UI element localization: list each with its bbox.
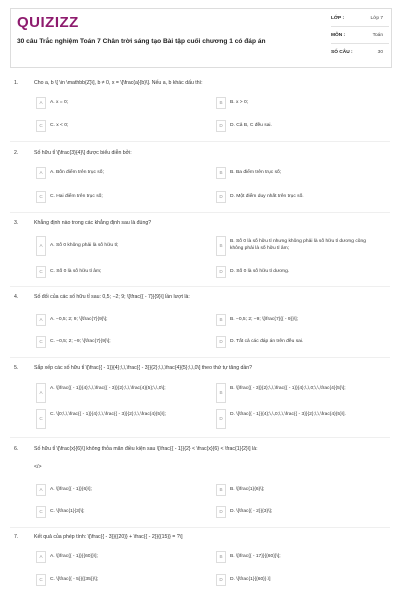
option-letter-box: B	[216, 236, 226, 256]
worksheet-header	[10, 8, 392, 68]
question-text: Cho a, b \[ \in \mathbb{Z}\], b ≠ 0, x = \[\frac{a}{b}\]. Nếu a, b khác dấu thì:	[34, 80, 203, 86]
option-letter-box: D	[216, 506, 226, 518]
divider	[10, 286, 390, 287]
option-letter-box: A	[36, 484, 46, 496]
option-letter-box: C	[36, 266, 46, 278]
option-text: A. \[\frac{{ - 1}}{4};\,\,\frac{{ - 3}}{2};\,\,\frac{4}{5};\,\,0\];	[50, 386, 166, 391]
option-text: A. \[\frac{{ - 1}}{6}\];	[50, 487, 92, 492]
question-text: Số hữu tỉ \[\frac{3}{4}\] được biểu diễn bởi:	[34, 150, 132, 156]
option-text: B. \[\frac{{ - 3}}{2};\,\,\frac{{ - 1}}{4};\,\,0;\,\,\frac{4}{5}\];	[230, 386, 346, 391]
question-number: 3.	[14, 220, 19, 226]
option-text: A. Bốn điểm trên trục số;	[50, 170, 104, 175]
question-text: Khẳng định nào trong các khẳng định sau là đúng?	[34, 220, 152, 226]
option-letter-box: D	[216, 191, 226, 203]
option-letter-box: A	[36, 314, 46, 326]
option-letter-box: D	[216, 409, 226, 429]
option-letter-box: A	[36, 97, 46, 109]
option-letter-box: B	[216, 314, 226, 326]
document-title: 30 câu Trắc nghiệm Toán 7 Chân trời sáng tạo Bài tập cuối chương 1 có đáp án	[17, 38, 266, 45]
option-text: D. \[\frac{{ - 2}}{3}\];	[230, 509, 273, 514]
question-number: 7.	[14, 534, 19, 540]
option-letter-box: D	[216, 120, 226, 132]
option-letter-box: D	[216, 266, 226, 278]
option-text: C. \[0;\,\,\frac{{ - 1}}{4};\,\,\frac{{ - 3}}{2};\,\,\frac{4}{5}\];	[50, 412, 166, 417]
divider	[10, 437, 390, 438]
meta-panel	[327, 9, 391, 67]
option-text: D. Một điểm duy nhất trên trục số.	[230, 194, 304, 199]
divider	[10, 212, 390, 213]
question-text: Số đối của các số hữu tỉ sau: 0,5; −2; 9; \[\frac{{ - 7}}{9}\] lần lượt là:	[34, 294, 190, 300]
option-letter-box: D	[216, 336, 226, 348]
quizizz-logo: QUIZIZZ	[17, 14, 79, 31]
option-text: C. \[\frac{{ - 5}}{{35}}\];	[50, 577, 99, 582]
stray-tag-text: </>	[34, 464, 42, 470]
meta-key: MÔN :	[331, 33, 346, 38]
meta-row-count	[331, 46, 389, 61]
question-number: 2.	[14, 150, 19, 156]
divider	[10, 527, 390, 528]
option-text: A. −0,5; 2; 9; \[\frac{7}{9}\];	[50, 317, 108, 322]
option-text: A. Số 0 không phải là số hữu tỉ;	[50, 243, 119, 248]
option-letter-box: D	[216, 574, 226, 586]
option-letter-box: A	[36, 167, 46, 179]
question-number: 5.	[14, 365, 19, 371]
option-letter-box: A	[36, 236, 46, 256]
option-text: A. \[\frac{{ - 1}}{{60}}\];	[50, 554, 98, 559]
option-letter-box: C	[36, 506, 46, 518]
option-letter-box: C	[36, 120, 46, 132]
option-text: B. x > 0;	[230, 100, 249, 105]
question-number: 4.	[14, 294, 19, 300]
meta-value: Lớp 7	[370, 16, 383, 21]
option-text: B. Ba điểm trên trục số;	[230, 170, 282, 175]
meta-row-grade	[331, 12, 389, 27]
option-text: D. Tất cả các đáp án trên đều sai.	[230, 339, 304, 344]
option-text: C. x < 0;	[50, 123, 69, 128]
option-text: C. Số 0 là số hữu tỉ âm;	[50, 269, 102, 274]
option-letter-box: C	[36, 409, 46, 429]
meta-key: LỚP :	[331, 16, 345, 21]
option-letter-box: A	[36, 383, 46, 403]
option-text: A. x = 0;	[50, 100, 69, 105]
option-text: B. \[\frac{1}{6}\];	[230, 487, 265, 492]
option-letter-box: B	[216, 167, 226, 179]
option-letter-box: B	[216, 383, 226, 403]
meta-key: SỐ CÂU :	[331, 50, 353, 55]
option-text: D. \[\frac{1}{{60}}.\]	[230, 577, 271, 582]
option-letter-box: A	[36, 551, 46, 563]
question-text: Số hữu tỉ \[\frac{x}{6}\] không thỏa mãn điều kiện sau \[\frac{{ - 1}}{2} < \frac{x}{6} < \frac{1}{2}\] là:	[34, 446, 258, 452]
option-text: C. −0,5; 2; −9; \[\frac{7}{9}\];	[50, 339, 111, 344]
divider	[10, 357, 390, 358]
option-letter-box: B	[216, 551, 226, 563]
option-text: C. Hai điểm trên trục số;	[50, 194, 103, 199]
option-text: D. \[\frac{{ - 1}}{4};\,\,0;\,\,\frac{{ - 3}}{2};\,\,\frac{4}{5}\].	[230, 412, 346, 417]
question-number: 6.	[14, 446, 19, 452]
option-text: D. Số 0 là số hữu tỉ dương.	[230, 269, 290, 274]
question-number: 1.	[14, 80, 19, 86]
meta-row-subject	[331, 29, 389, 44]
option-text: D. Cả B, C đều sai.	[230, 123, 272, 128]
option-text: B. \[\frac{{ - 17}}{{60}}\];	[230, 554, 281, 559]
option-letter-box: C	[36, 191, 46, 203]
option-text: C. \[\frac{1}{3}\];	[50, 509, 85, 514]
meta-value: 30	[377, 50, 383, 55]
option-letter-box: B	[216, 97, 226, 109]
option-letter-box: C	[36, 336, 46, 348]
divider	[10, 141, 390, 142]
meta-value: Toán	[372, 33, 383, 38]
option-letter-box: C	[36, 574, 46, 586]
option-letter-box: B	[216, 484, 226, 496]
option-text: B. Số 0 là số hữu tỉ nhưng không phải là số hữu tỉ dương cũng không phải là số hữu tỉ âm;	[230, 239, 366, 251]
question-text: Kết quả của phép tính: \[\frac{{ - 3}}{{20}} + \frac{{ - 2}}{{15}} = ?\]	[34, 534, 183, 540]
question-text: Sắp xếp các số hữu tỉ \[\frac{{ - 1}}{4};\,\,\frac{{ - 3}}{2};\,\,\frac{4}{5};\,\,0\] theo thứ tự tăng dần?	[34, 365, 253, 371]
option-text: B. −0,5; 2; −9; \[\frac{7}{{ - 9}}\];	[230, 317, 298, 322]
